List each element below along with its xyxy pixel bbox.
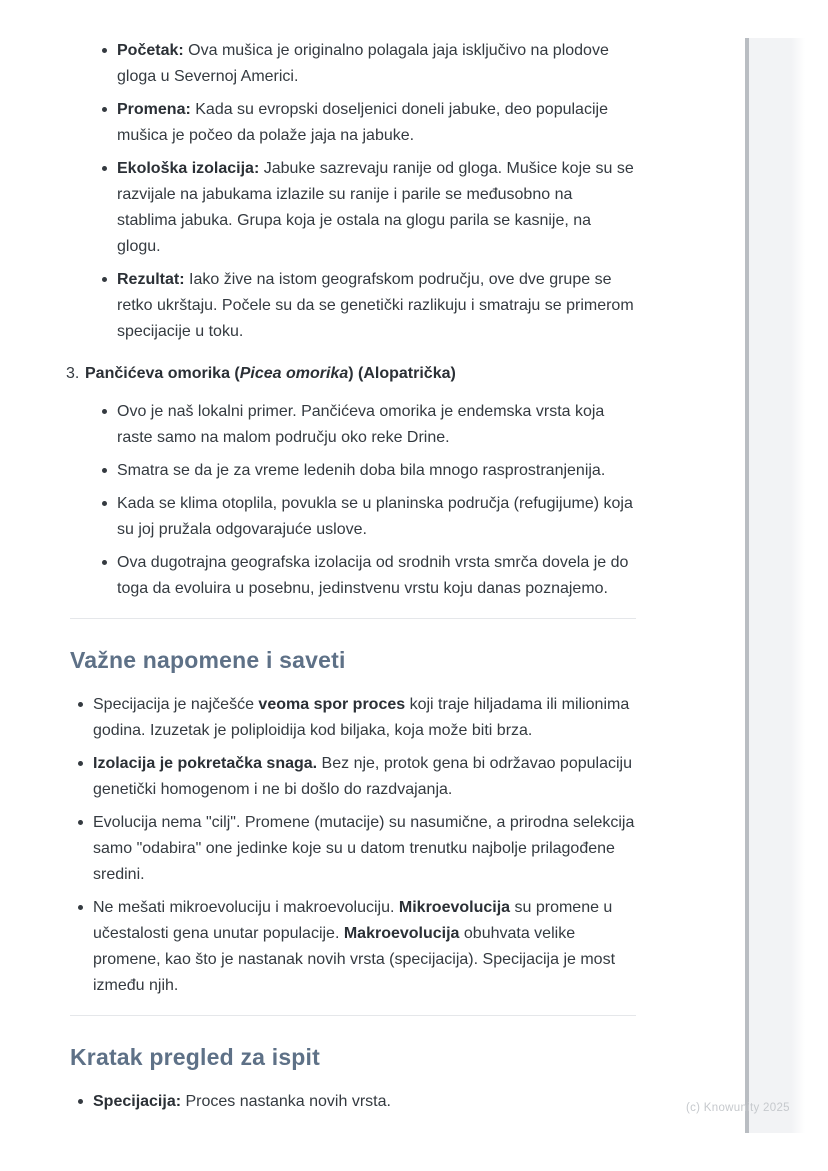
- list-item: [70, 550, 636, 602]
- text-run: Ovo je naš lokalni primer. Pančićeva omorika je endemska vrsta koja raste samo na malom području oko reke Drine.: [117, 403, 605, 446]
- bold-italic-run: Picea omorika: [239, 365, 349, 382]
- text-run: Kada se klima otoplila, povukla se u planinska područja (refugijume) koja su joj pružala odgovarajuće uslove.: [117, 495, 633, 538]
- list-item: [70, 156, 636, 260]
- list-item: [70, 399, 636, 451]
- bold-run: Mikroevolucija: [398, 899, 511, 916]
- page-edge-line: [745, 38, 749, 1133]
- next-page-edge: [749, 38, 791, 1133]
- section-divider: [70, 1015, 636, 1016]
- section-divider: [70, 618, 636, 619]
- text-run: Smatra se da je za vreme ledenih doba bila mnogo rasprostranjenija.: [117, 462, 606, 479]
- text-run: Ne mešati mikroevoluciju i makroevoluciju.: [93, 899, 399, 916]
- list-item: [70, 97, 636, 149]
- text-run: Ova dugotrajna geografska izolacija od srodnih vrsta smrča dovela je do toga da evoluira u posebnu, jedinstvenu vrstu koju danas poznajemo.: [117, 554, 629, 597]
- notes-bullet-list: [70, 692, 636, 999]
- list-item: [70, 692, 636, 744]
- text-run: Iako žive na istom geografskom području, ove dve grupe se retko ukrštaju. Počele su da se genetički razlikuju i smatraju se primerom specijacije u toku.: [117, 271, 634, 340]
- list-item: [70, 895, 636, 999]
- numbered-item-omorika: [66, 361, 636, 387]
- bold-run: Makroevolucija: [343, 925, 460, 942]
- list-item: [70, 267, 636, 345]
- watermark: (c) Knowunity 2025: [686, 1102, 790, 1114]
- text-run: obuhvata velike promene, kao što je nastanak novih vrsta (specijacija). Specijacija je most između njih.: [93, 925, 616, 994]
- bold-run: Ekološka izolacija:: [117, 160, 260, 177]
- bold-run: Pančićeva omorika (: [85, 365, 240, 382]
- list-item: [70, 491, 636, 543]
- omorika-bullet-list: [70, 399, 636, 602]
- list-item: [70, 810, 636, 888]
- hawthorn-fly-bullet-list: [70, 38, 636, 345]
- bold-run: Rezultat:: [117, 271, 185, 288]
- bold-run: Promena:: [117, 101, 191, 118]
- text-run: Proces nastanka novih vrsta.: [181, 1093, 391, 1110]
- text-run: Kada su evropski doseljenici doneli jabuke, deo populacije mušica je počeo da polaže jaja na jabuke.: [117, 101, 608, 144]
- bold-run: Specijacija:: [93, 1093, 182, 1110]
- next-page-edge-fade: [791, 38, 805, 1133]
- section-heading-review: Kratak pregled za ispit: [70, 1044, 321, 1070]
- bold-run: veoma spor proces: [258, 696, 406, 713]
- list-item: [70, 458, 636, 484]
- text-run: koji traje hiljadama ili milionima godina. Izuzetak je poliploidija kod biljaka, koja može biti brza.: [93, 696, 630, 739]
- bold-run: Početak:: [117, 42, 184, 59]
- list-item: [70, 1089, 636, 1115]
- text-run: Specijacija je najčešće: [93, 696, 259, 713]
- bold-run: ) (Alopatrička): [348, 365, 456, 382]
- text-run: Ova mušica je originalno polagala jaja isključivo na plodove gloga u Severnoj Americi.: [117, 42, 609, 85]
- list-item: [70, 38, 636, 90]
- text-run: Bez nje, protok gena bi održavao populaciju genetički homogenom i ne bi došlo do razdvajanja.: [93, 755, 632, 798]
- bold-run: Izolacija je pokretačka snaga.: [93, 755, 318, 772]
- list-item: [70, 751, 636, 803]
- review-bullet-list: [70, 1089, 636, 1115]
- text-run: Evolucija nema "cilj". Promene (mutacije) su nasumične, a prirodna selekcija samo "odabira" one jedinke koje su u datom trenutku najbolje prilagođene sredini.: [93, 814, 635, 883]
- section-heading-notes: Važne napomene i saveti: [70, 647, 346, 673]
- text-run: su promene u učestalosti gena unutar populacije.: [93, 899, 613, 942]
- text-run: Jabuke sazrevaju ranije od gloga. Mušice koje su se razvijale na jabukama izlazile su ranije i parile se međusobno na stablima jabuka. Grupa koja je ostala na glogu parila se kasnije, na glogu.: [117, 160, 634, 255]
- list-number: 3.: [66, 365, 80, 382]
- document-content: [66, 38, 636, 1115]
